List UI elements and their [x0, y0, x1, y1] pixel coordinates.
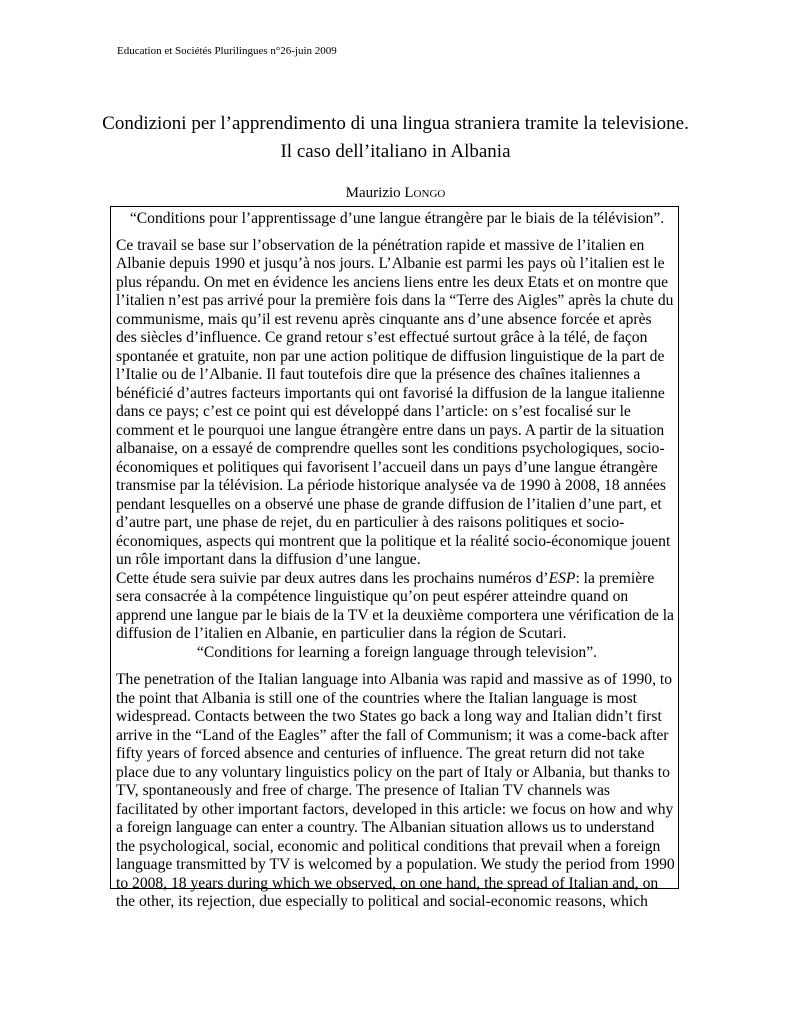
author-last-name: Longo — [404, 185, 446, 201]
abstract-fr-heading: “Conditions pour l’apprentissage d’une langue étrangère par le biais de la télévision”. — [129, 210, 665, 227]
paper-title — [60, 110, 731, 166]
abstract-fr-p2-after: : la première sera consacrée à la compétence linguistique qu’on peut espérer atteindre quand on apprend une langue par le biais de la TV et la deuxième comportera une vérification de la diffusion de l’italien en Albanie, en particulier dans la région de Scutari. — [116, 569, 674, 642]
title-line-1: Condizioni per l’apprendimento di una lingua straniera tramite la televisione. — [102, 113, 689, 134]
abstract-fr-p2-esp: ESP — [548, 569, 576, 587]
abstract-box — [110, 206, 679, 910]
author — [60, 183, 731, 203]
author-first-name: Maurizio — [345, 185, 405, 201]
abstract-en-heading: “Conditions for learning a foreign language through television”. — [196, 643, 598, 661]
abstract-fr-paragraph-2 — [116, 570, 678, 644]
title-line-2: Il caso dell’italiano in Albania — [280, 141, 511, 162]
journal-header: Education et Sociétés Plurilingues n°26-juin 2009 — [117, 45, 337, 57]
abstract-fr-paragraph-1: Ce travail se base sur l’observation de la pénétration rapide et massive de l’italien en Albanie depuis 1990 et jusqu’à nos jours. L’Albanie est parmi les pays où l’italien est le plus répandu. On met en évidence les anciens liens entre les deux Etats et on montre que l’italien n’est pas arrivé pour la première fois dans la “Terre des Aigles” après la chute du communisme, mais qu’il est revenu après cinquante ans d’une absence forcée et après des siècles d’influence. Ce grand retour s’est effectué surtout grâce à la télé, de façon spontanée et gratuite, non par une action politique de diffusion linguistique de la part de l’Italie ou de l’Albanie. Il faut toutefois dire que la présence des chaînes italiennes a bénéficié d’autres facteurs importants qui ont favorisé la diffusion de la langue italienne dans ce pays; c’est ce point qui est développé dans l’article: on s’est focalisé sur le comment et le pourquoi une langue étrangère entre dans un pays. A partir de la situation albanaise, on a essayé de comprendre quelles sont les conditions psychologiques, socio-économiques et politiques qui favorisent l’accueil dans un pays d’une langue étrangère transmise par la télévision. La période historique analysée va de 1990 à 2008, 18 années pendant lesquelles on a observé une phase de grande diffusion de l’italien d’une part, et d’autre part, une phase de rejet, du en particulier à des raisons politiques et socio-économiques, aspects qui montrent que la politique et la réalité socio-économique jouent un rôle important dans la diffusion d’une langue. — [116, 236, 674, 568]
abstract-en-paragraph-1: The penetration of the Italian language into Albania was rapid and massive as of 1990, to the point that Albania is still one of the countries where the Italian language is most widespread. Contacts between the two States go back a long way and Italian didn’t first arrive in the “Land of the Eagles” after the fall of Communism; it was a come-back after fifty years of forced absence and centuries of influence. The great return did not take place due to any voluntary linguistics policy on the part of Italy or Albania, but thanks to TV, spontaneously and free of charge. The presence of Italian TV channels was facilitated by other important factors, developed in this article: we focus on how and why a foreign language can enter a country. The Albanian situation allows us to understand the psychological, social, economic and political conditions that prevail when a foreign language transmitted by TV is welcomed by a population. We study the period from 1990 to 2008, 18 years during which we observed, on one hand, the spread of Italian and, on the other, its rejection, due especially to political and social-economic reasons, which — [116, 671, 675, 910]
abstract-fr-p2-before: Cette étude sera suivie par deux autres dans les prochains numéros d’ — [116, 569, 549, 587]
